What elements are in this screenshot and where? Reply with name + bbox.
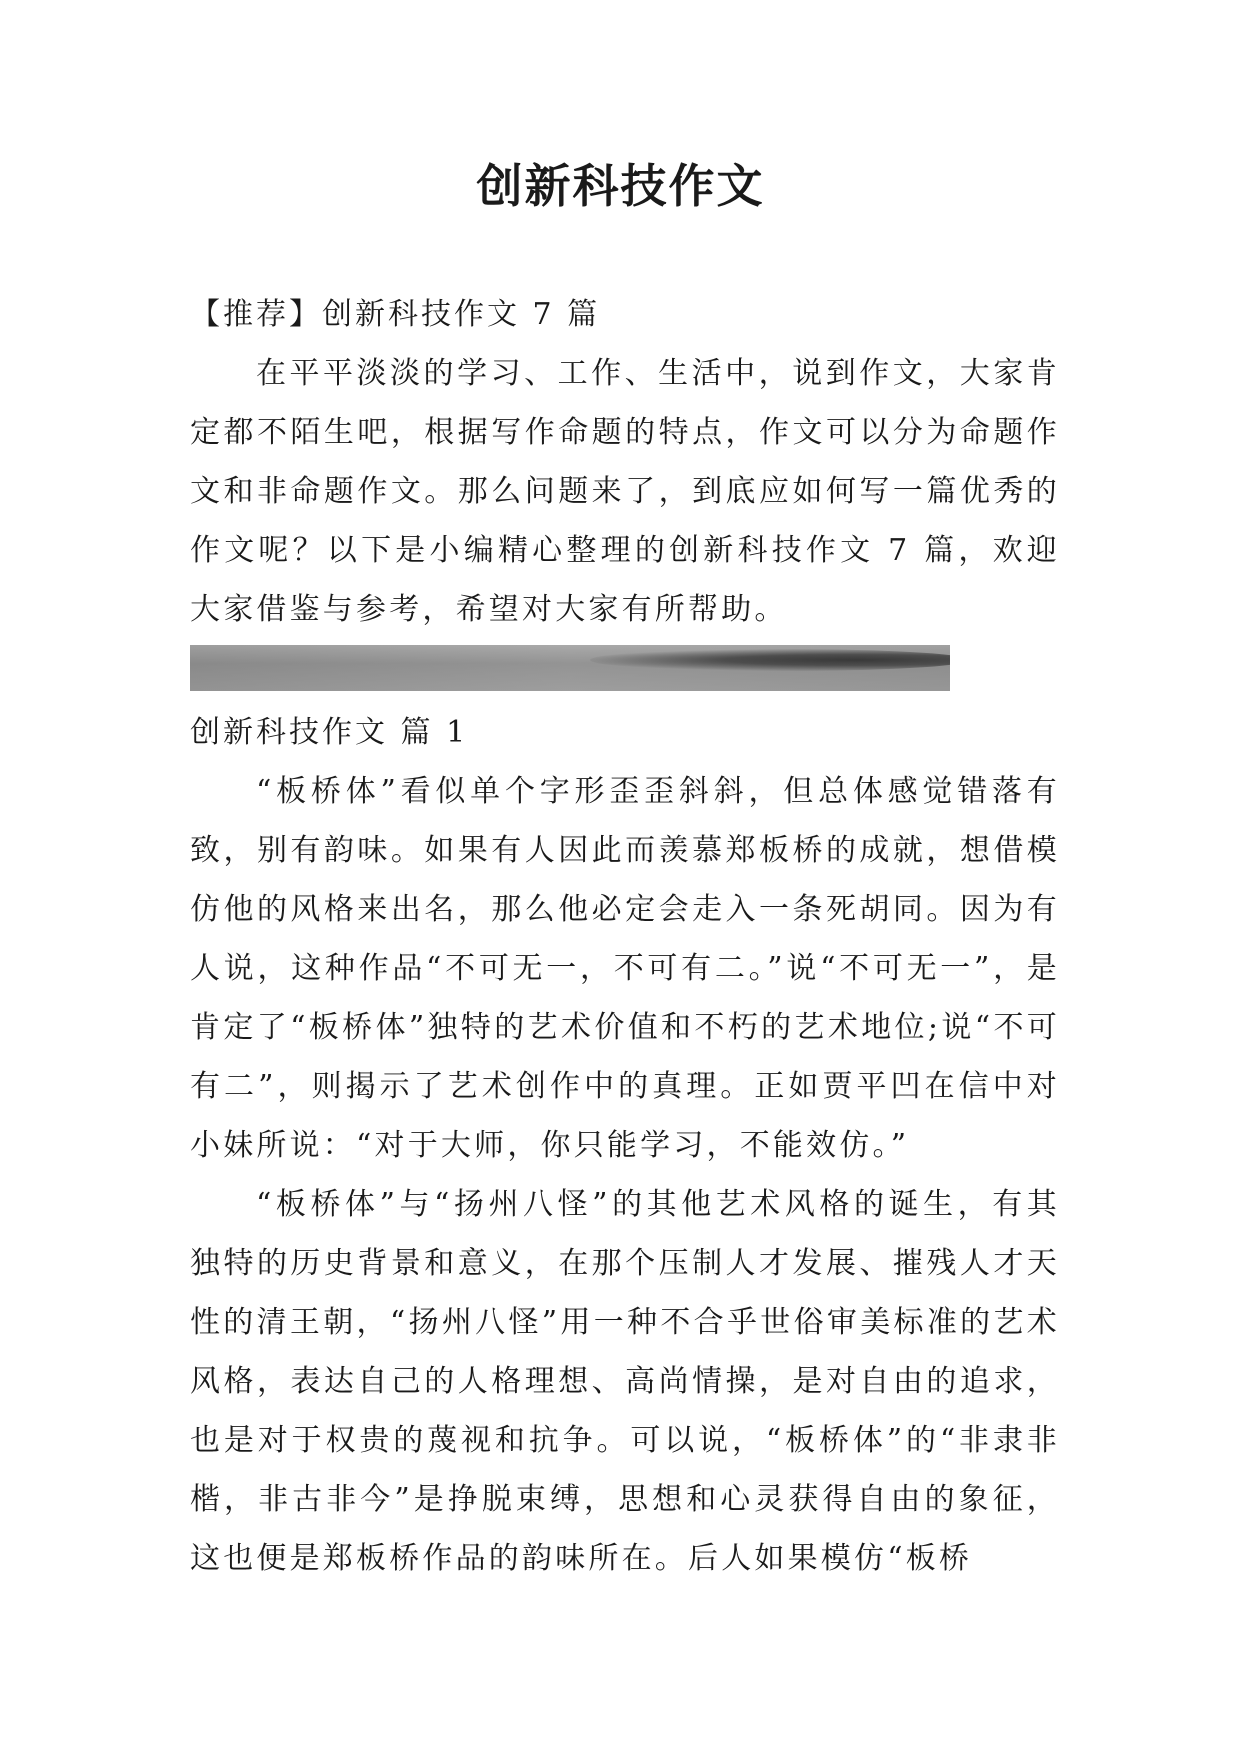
body-paragraph: “板桥体”看似单个字形歪歪斜斜，但总体感觉错落有致，别有韵味。如果有人因此而羡慕郑板桥的成就，想借模仿他的风格来出名，那么他必定会走入一条死胡同。因为有人说，这种作品“不可无一，不可有二。”说“不可无一”，是肯定了“板桥体”独特的艺术价值和不朽的艺术地位;说“不可有二”，则揭示了艺术创作中的真理。正如贾平凹在信中对小妹所说：“对于大师，你只能学习，不能效仿。” [190,774,1060,1163]
section-heading: 创新科技作文 篇 1 [190,715,469,750]
body-paragraph: “板桥体”与“扬州八怪”的其他艺术风格的诞生，有其独特的历史背景和意义，在那个压制人才发展、摧残人才天性的清王朝，“扬州八怪”用一种不合乎世俗审美标准的艺术风格，表达自己的人格理想、高尚情操，是对自由的追求，也是对于权贵的蔑视和抗争。可以说，“板桥体”的“非隶非楷，非古非今”是挣脱束缚，思想和心灵获得自由的象征，这也便是郑板桥作品的韵味所在。后人如果模仿“板桥 [190,1187,1060,1576]
document-title: 创新科技作文 [476,159,765,213]
intro-paragraph: 在平平淡淡的学习、工作、生活中，说到作文，大家肯定都不陌生吧，根据写作命题的特点，作文可以分为命题作文和非命题作文。那么问题来了，到底应如何写一篇优秀的作文呢？以下是小编精心整理的创新科技作文 7 篇，欢迎大家借鉴与参考，希望对大家有所帮助。 [190,356,1060,627]
document-subtitle: 【推荐】创新科技作文 7 篇 [190,297,601,332]
document-body [190,285,1060,1588]
banner-image [190,645,950,691]
